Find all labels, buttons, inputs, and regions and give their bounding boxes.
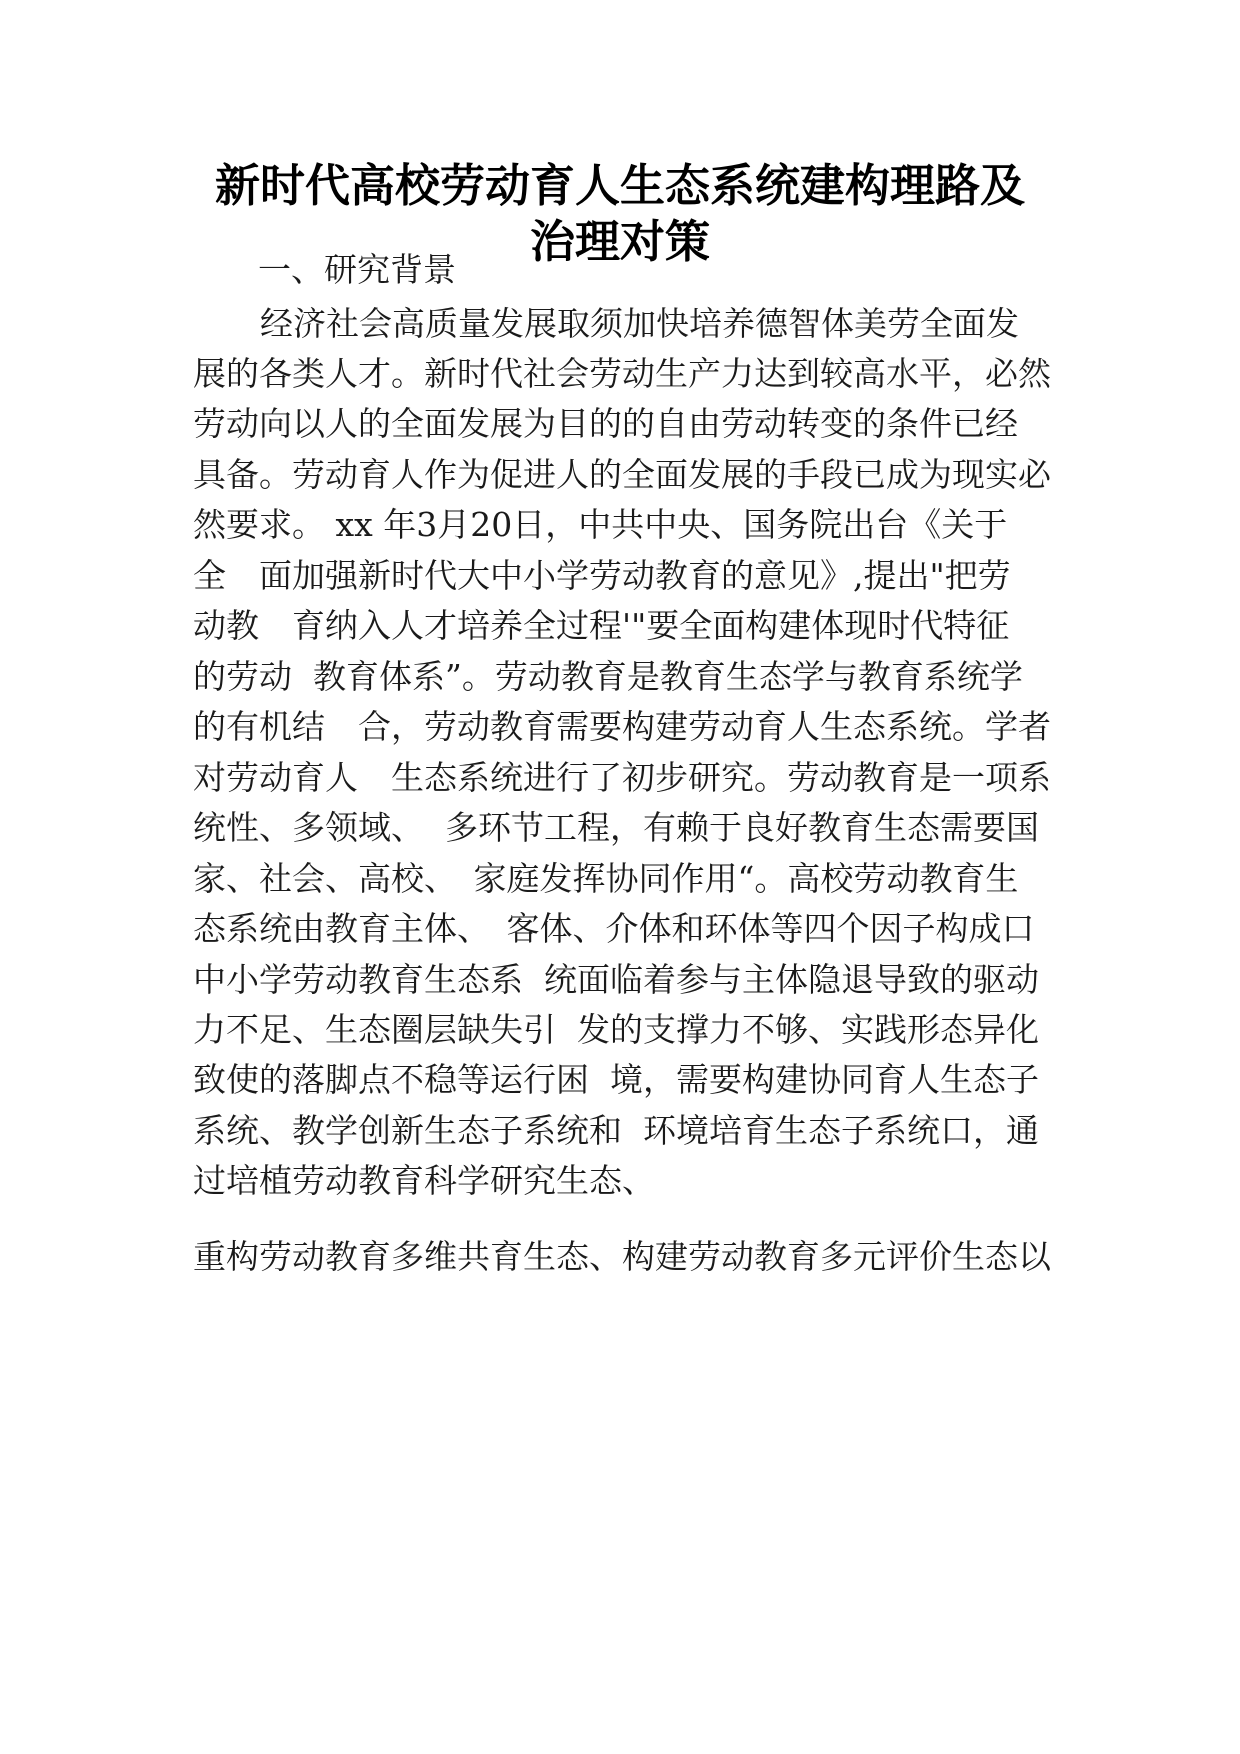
document-title-line-2: 治理对策 [529,215,710,268]
paragraph-line: 的劳动 教育体系”。劳动教育是教育生态学与教育系统学 [193,657,1023,696]
paragraph-line: 展的各类人才。新时代社会劳动生产力达到较高水平，必然 [193,354,1051,393]
paragraph-line: 家、社会、高校、 家庭发挥协同作用“。高校劳动教育生 [193,859,1019,898]
paragraph-line: 致使的落脚点不稳等运行困 境，需要构建协同育人生态子 [193,1060,1039,1099]
paragraph-line: 全 面加强新时代大中小学劳动教育的意见》,提出"把劳 [193,556,1011,595]
paragraph-line: 对劳动育人 生态系统进行了初步研究。劳动教育是一项系 [193,758,1051,797]
document-title-line-1: 新时代高校劳动育人生态系统建构理路及 [214,159,1025,212]
paragraph-line: 然要求。 xx 年3月20日，中共中央、国务院出台《关于 [193,505,1008,544]
paragraph-line: 动教 育纳入人才培养全过程'"要全面构建体现时代特征 [193,606,1010,645]
paragraph-line: 态系统由教育主体、 客体、介体和环体等四个因子构成口 [193,909,1035,948]
paragraph-line: 的有机结 合，劳动教育需要构建劳动育人生态系统。学者 [193,707,1051,746]
continuation-line: 重构劳动教育多维共育生态、构建劳动教育多元评价生态以 [193,1237,1051,1276]
paragraph-line: 劳动向以人的全面发展为目的的自由劳动转变的条件已经 [193,404,1018,443]
paragraph-line: 统性、多领域、 多环节工程，有赖于良好教育生态需要国 [193,808,1039,847]
paragraph-line: 力不足、生态圈层缺失引 发的支撑力不够、实践形态异化 [193,1010,1039,1049]
paragraph-line: 具备。劳动育人作为促进人的全面发展的手段已成为现实必 [193,455,1051,494]
paragraph-line: 系统、教学创新生态子系统和 环境培育生态子系统口，通 [193,1111,1039,1150]
paragraph-line: 经济社会高质量发展取须加快培养德智体美劳全面发 [260,304,1019,343]
paragraph-line: 过培植劳动教育科学研究生态、 [193,1161,655,1200]
paragraph-line: 中小学劳动教育生态系 统面临着参与主体隐退导致的驱动 [193,960,1039,999]
section-heading: 一、研究背景 [258,250,456,289]
